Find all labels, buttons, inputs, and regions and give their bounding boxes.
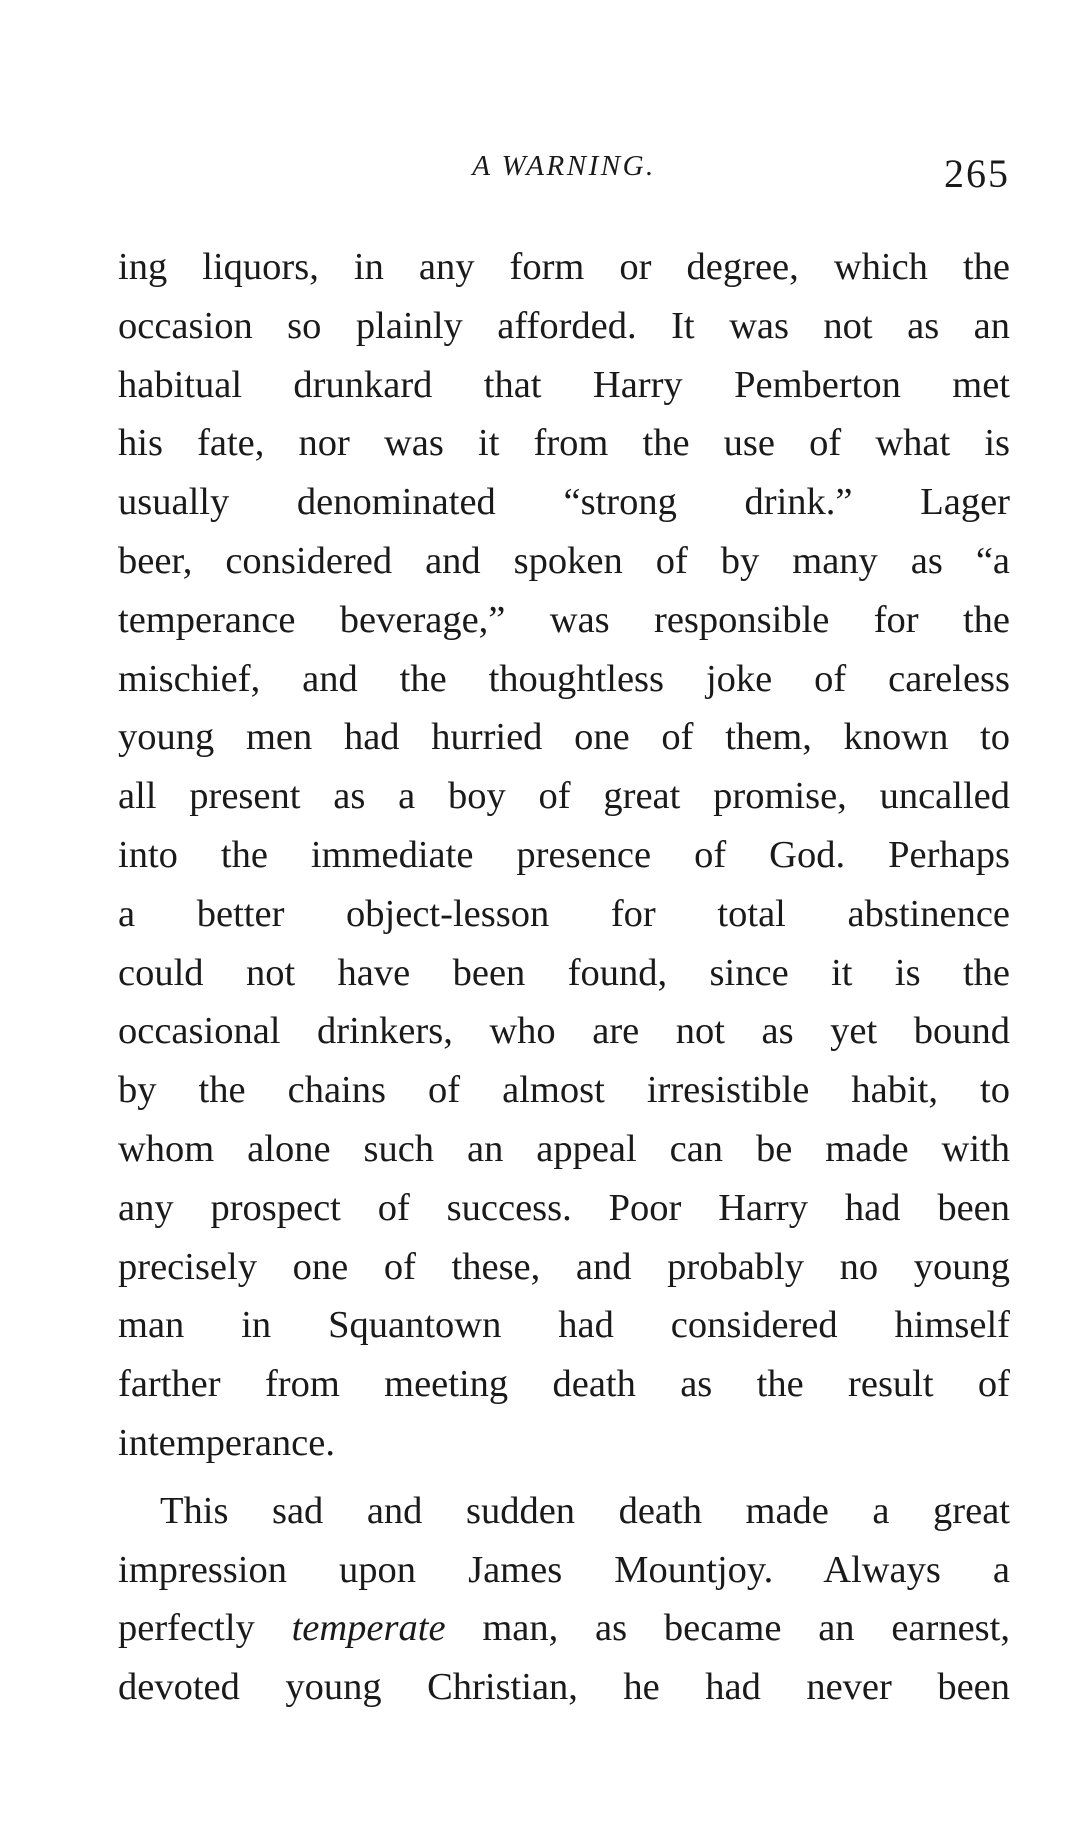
text-line: his fate, nor was it from the use of what is — [118, 422, 1010, 465]
text-line: ing liquors, in any form or degree, which the — [118, 246, 1010, 288]
running-header — [118, 150, 1010, 200]
text-fragment: man, as became an earnest, — [445, 1607, 1010, 1650]
paragraph-2 — [118, 1482, 1010, 1717]
text-line: impression upon James Mountjoy. Always a — [118, 1548, 1010, 1591]
text-line: man in Squantown had considered himself — [118, 1304, 1010, 1347]
text-line: whom alone such an appeal can be made with — [118, 1127, 1010, 1170]
text-fragment: perfectly — [118, 1607, 292, 1650]
text-line: occasion so plainly afforded. It was not as an — [118, 304, 1010, 347]
running-title: A WARNING. — [472, 150, 656, 182]
text-line: temperance beverage,” was responsible for the — [118, 598, 1010, 641]
text-line: habitual drunkard that Harry Pemberton met — [118, 363, 1010, 406]
page-number: 265 — [944, 151, 1010, 196]
text-line: a better object-lesson for total abstinence — [118, 892, 1010, 935]
body-text — [118, 238, 1010, 1717]
text-line: This sad and sudden death made a great — [160, 1489, 1010, 1532]
text-line: devoted young Christian, he had never been — [118, 1666, 1010, 1709]
text-line: could not have been found, since it is the — [118, 951, 1010, 994]
italic-emphasis: temperate — [291, 1607, 446, 1650]
text-line: intemperance. — [118, 1421, 335, 1464]
text-line-with-italic — [118, 1599, 1010, 1658]
paragraph-1 — [118, 238, 1010, 1473]
text-line: precisely one of these, and probably no young — [118, 1245, 1010, 1288]
text-line: by the chains of almost irresistible habit, to — [118, 1069, 1010, 1112]
text-line: occasional drinkers, who are not as yet bound — [118, 1010, 1010, 1053]
text-line: all present as a boy of great promise, uncalled — [118, 775, 1010, 818]
text-line: farther from meeting death as the result of — [118, 1363, 1010, 1406]
text-line: mischief, and the thoughtless joke of careless — [118, 657, 1010, 700]
text-line: beer, considered and spoken of by many as “a — [118, 539, 1010, 582]
text-line: into the immediate presence of God. Perhaps — [118, 833, 1010, 876]
text-line: any prospect of success. Poor Harry had been — [118, 1186, 1010, 1229]
text-line: usually denominated “strong drink.” Lager — [118, 481, 1010, 524]
text-line: young men had hurried one of them, known to — [118, 716, 1010, 759]
